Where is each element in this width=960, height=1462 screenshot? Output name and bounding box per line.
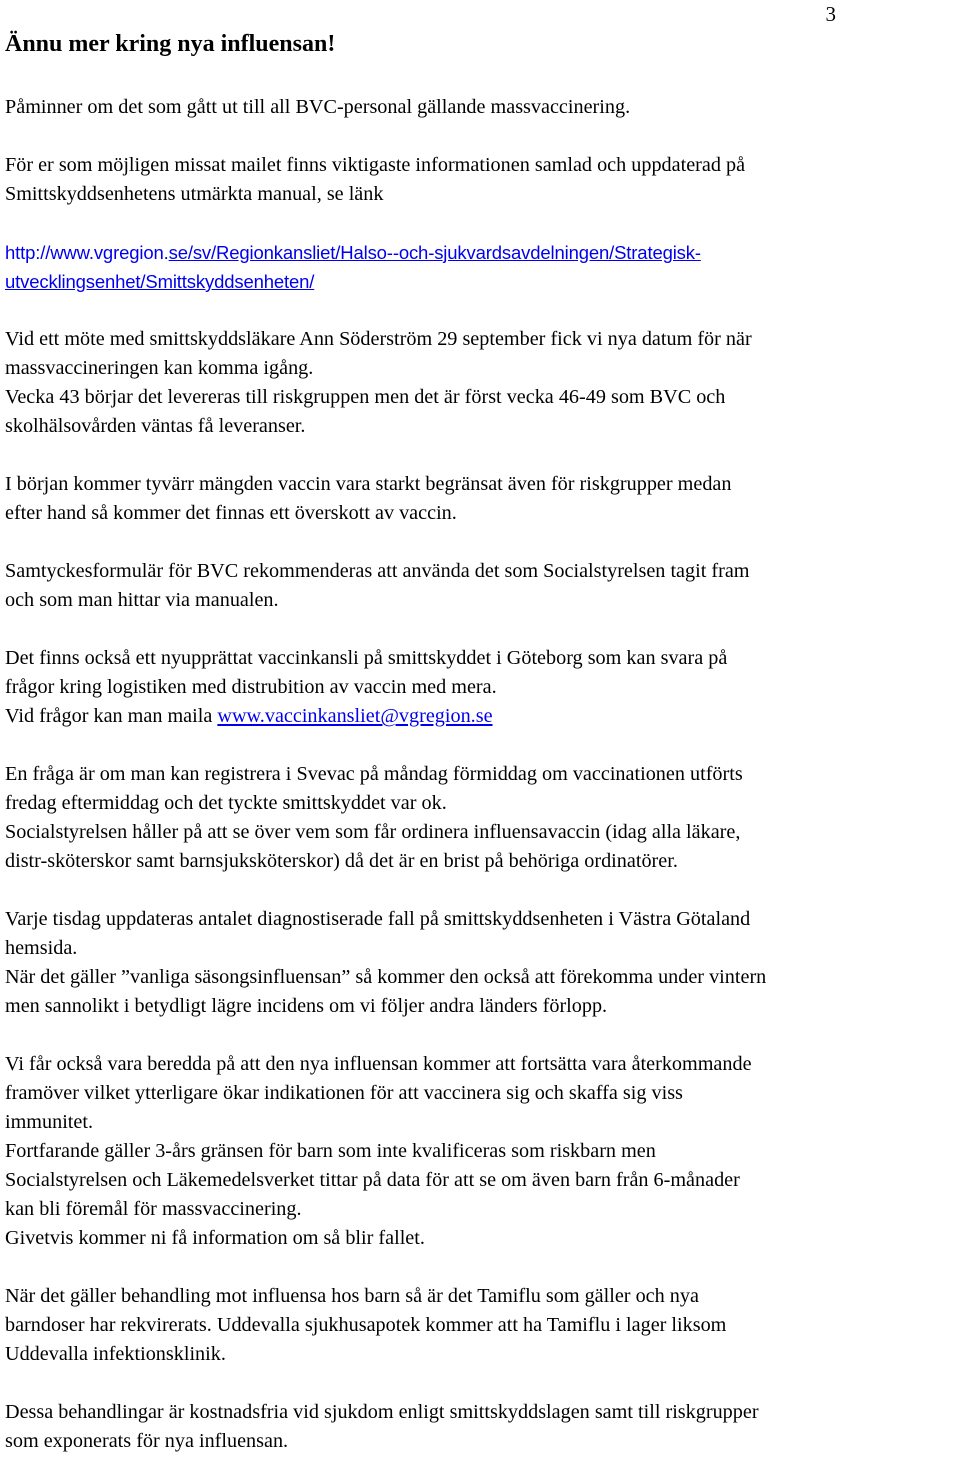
text-line: och som man hittar via manualen. xyxy=(5,589,279,611)
text-line: Fortfarande gäller 3-års gränsen för barn som inte kvalificeras som riskbarn men xyxy=(5,1140,656,1162)
text-line: skolhälsovården väntas få leveranser. xyxy=(5,415,306,437)
text-line: Dessa behandlingar är kostnadsfria vid sjukdom enligt smittskyddslagen samt till riskgrupper xyxy=(5,1401,759,1423)
page-number: 3 xyxy=(825,2,836,26)
text-line: kan bli föremål för massvaccinering. xyxy=(5,1198,302,1220)
text-line: men sannolikt i betydligt lägre incidens om vi följer andra länders förlopp. xyxy=(5,995,608,1017)
text-line: hemsida. xyxy=(5,937,78,959)
text-line: När det gäller behandling mot influensa hos barn så är det Tamiflu som gäller och nya xyxy=(5,1285,699,1307)
paragraph-consent-form xyxy=(5,557,955,615)
text-line: Påminner om det som gått ut till all BVC-personal gällande massvaccinering. xyxy=(5,96,631,118)
paragraph-treatment xyxy=(5,1282,955,1369)
contact-email-link[interactable]: www.vaccinkansliet@vgregion.se xyxy=(217,705,493,727)
text-line: fredag eftermiddag och det tyckte smittskyddet var ok. xyxy=(5,792,447,814)
text-line: framöver vilket ytterligare ökar indikationen för att vaccinera sig och skaffa sig viss xyxy=(5,1082,683,1104)
text-line: distr-sköterskor samt barnsjuksköterskor) då det är en brist på behöriga ordinatörer. xyxy=(5,850,678,872)
text-line: immunitet. xyxy=(5,1111,94,1133)
text-line: Vid ett möte med smittskyddsläkare Ann Söderström 29 september fick vi nya datum för när xyxy=(5,328,752,350)
paragraph-vaccine-supply xyxy=(5,470,955,528)
text-line: Givetvis kommer ni få information om så blir fallet. xyxy=(5,1227,425,1249)
paragraph-vaccine-office xyxy=(5,644,955,731)
manual-url-prefix[interactable]: http://www.vgregion. xyxy=(5,242,169,263)
contact-line xyxy=(5,702,955,731)
text-line: Uddevalla infektionsklinik. xyxy=(5,1343,226,1365)
text-line: Det finns också ett nyupprättat vaccinkansli på smittskyddet i Göteborg som kan svara på xyxy=(5,647,728,669)
text-line: Socialstyrelsen håller på att se över vem som får ordinera influensavaccin (idag alla läkare, xyxy=(5,821,741,843)
text-line: Vi får också vara beredda på att den nya influensan kommer att fortsätta vara återkommande xyxy=(5,1053,752,1075)
text-line: Samtyckesformulär för BVC rekommenderas att använda det som Socialstyrelsen tagit fram xyxy=(5,560,750,582)
text-line: frågor kring logistiken med distrubition av vaccin med mera. xyxy=(5,676,497,698)
paragraph-manual-info xyxy=(5,151,955,209)
paragraph-recurring-influenza xyxy=(5,1050,955,1253)
paragraph-reminder xyxy=(5,93,955,122)
document-body xyxy=(5,93,955,1456)
text-line: massvaccineringen kan komma igång. xyxy=(5,357,314,379)
paragraph-registration xyxy=(5,760,955,876)
paragraph-manual-url xyxy=(5,238,955,296)
manual-url-line-1 xyxy=(5,238,955,267)
document-title: Ännu mer kring nya influensan! xyxy=(5,31,336,57)
text-line: Smittskyddsenhetens utmärkta manual, se länk xyxy=(5,183,384,205)
paragraph-meeting-dates xyxy=(5,325,955,441)
manual-url-line-2 xyxy=(5,267,955,296)
paragraph-free-treatment xyxy=(5,1398,955,1456)
text-line: I början kommer tyvärr mängden vaccin vara starkt begränsat även för riskgrupper medan xyxy=(5,473,732,495)
contact-prefix: Vid frågor kan man maila xyxy=(5,705,218,727)
paragraph-weekly-updates xyxy=(5,905,955,1021)
text-line: Socialstyrelsen och Läkemedelsverket tittar på data för att se om även barn från 6-månader xyxy=(5,1169,740,1191)
text-line: som exponerats för nya influensan. xyxy=(5,1430,289,1452)
text-line: När det gäller ”vanliga säsongsinfluensan” så kommer den också att förekomma under vintern xyxy=(5,966,767,988)
text-line: Varje tisdag uppdateras antalet diagnostiserade fall på smittskyddsenheten i Västra Götaland xyxy=(5,908,751,930)
text-line: efter hand så kommer det finnas ett överskott av vaccin. xyxy=(5,502,457,524)
manual-url-link-continued[interactable]: utvecklingsenhet/Smittskyddsenheten/ xyxy=(5,271,315,292)
text-line: En fråga är om man kan registrera i Svevac på måndag förmiddag om vaccinationen utförts xyxy=(5,763,743,785)
manual-url-link[interactable]: se/sv/Regionkansliet/Halso--och-sjukvardsavdelningen/Strategisk- xyxy=(168,242,701,263)
text-line: barndoser har rekvirerats. Uddevalla sjukhusapotek kommer att ha Tamiflu i lager liksom xyxy=(5,1314,727,1336)
text-line: Vecka 43 börjar det levereras till riskgruppen men det är först vecka 46-49 som BVC och xyxy=(5,386,726,408)
text-line: För er som möjligen missat mailet finns viktigaste informationen samlad och uppdaterad på xyxy=(5,154,746,176)
